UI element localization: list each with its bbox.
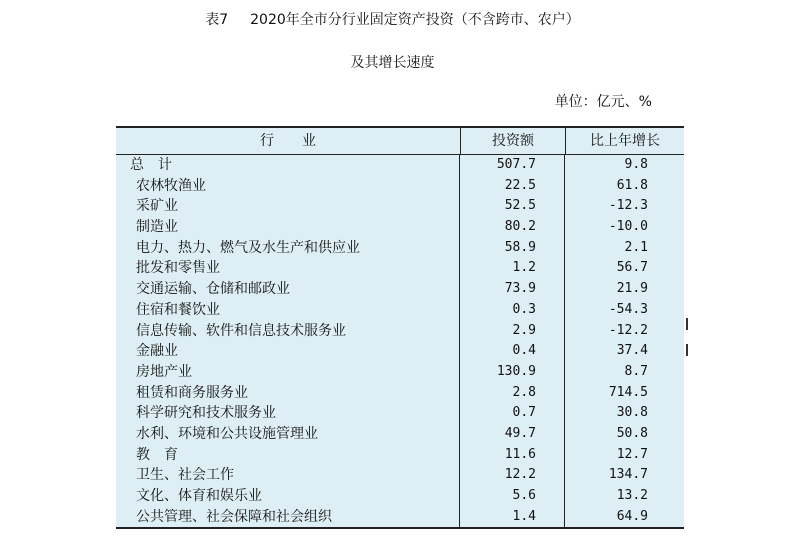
industry-cell: 住宿和餐饮业 [116,300,460,321]
growth-cell [565,424,683,445]
investment-value: 1.4 [512,508,536,524]
investment-value: 5.6 [512,488,536,503]
investment-cell [460,155,565,176]
growth-value: -12.3 [608,198,648,214]
industry-cell: 科学研究和技术服务业 [116,403,460,424]
industry-cell: 租赁和商务服务业 [116,383,460,404]
table-row [116,445,684,466]
investment-cell [460,258,565,279]
growth-cell [565,465,683,486]
investment-value: 58.9 [504,239,536,255]
investment-value: 73.9 [504,281,536,297]
table-row [116,279,684,300]
investment-cell [460,196,565,217]
growth-value: 30.8 [616,405,648,421]
investment-cell [460,341,565,362]
investment-cell [460,279,565,300]
investment-cell [460,465,565,486]
table-row [116,300,684,321]
header-growth: 比上年增长 [590,133,660,149]
industry-cell: 文化、体育和娱乐业 [116,486,460,507]
growth-cell [565,341,683,362]
table-row-total [116,155,684,176]
growth-value: 64.9 [616,508,648,524]
investment-cell [460,383,565,404]
growth-cell [565,486,683,507]
table-row [116,383,684,404]
investment-cell [460,321,565,342]
table-body [116,155,684,527]
growth-cell [565,258,683,279]
industry-cell: 房地产业 [116,362,460,383]
investment-cell [460,362,565,383]
industry-cell: 公共管理、社会保障和社会组织 [116,507,460,528]
investment-cell [460,300,565,321]
industry-cell: 批发和零售业 [116,258,460,279]
table-row [116,176,684,197]
industry-cell: 农林牧渔业 [116,176,460,197]
industry-cell: 交通运输、仓储和邮政业 [116,279,460,300]
growth-value: 8.7 [624,363,648,379]
growth-cell [565,300,683,321]
table-row [116,217,684,238]
table-subtitle: 及其增长速度 [350,55,435,71]
growth-cell [565,321,683,342]
industry-cell: 教 育 [116,445,460,466]
industry-cell: 金融业 [116,341,460,362]
growth-value: 9.8 [624,157,648,172]
growth-value: 134.7 [608,467,648,483]
investment-cell [460,507,565,528]
industry-cell: 采矿业 [116,196,460,217]
investment-cell [460,445,565,466]
investment-cell [460,403,565,424]
table-number: 表7 [205,12,229,28]
growth-value: -54.3 [608,301,648,317]
investment-cell [460,176,565,197]
table-row [116,321,684,342]
header-investment: 投资额 [461,128,566,154]
table-header-row [116,128,684,155]
growth-value: 13.2 [616,488,648,503]
industry-cell: 制造业 [116,217,460,238]
investment-value: 2.8 [512,384,536,400]
investment-value: 12.2 [504,467,536,483]
table-row [116,465,684,486]
growth-value: 21.9 [616,281,648,297]
investment-value: 130.9 [496,363,536,379]
growth-cell [565,155,683,176]
table-row [116,507,684,528]
investment-value: 0.7 [512,405,536,421]
growth-cell [565,176,683,197]
growth-value: 50.8 [616,425,648,441]
investment-value: 11.6 [504,446,536,462]
growth-cell [565,403,683,424]
growth-cell [565,507,683,528]
table-row [116,362,684,383]
investment-cell [460,238,565,259]
edge-mark [686,344,688,356]
industry-cell: 卫生、社会工作 [116,465,460,486]
investment-value: 0.3 [512,301,536,317]
growth-value: 2.1 [624,239,648,255]
growth-value: -10.0 [608,219,648,235]
investment-value: 0.4 [512,343,536,359]
table-row [116,486,684,507]
investment-value: 1.2 [512,260,536,276]
industry-cell: 信息传输、软件和信息技术服务业 [116,321,460,342]
growth-cell [565,238,683,259]
investment-value: 80.2 [504,219,536,235]
growth-value: 61.8 [616,177,648,193]
industry-cell: 水利、环境和公共设施管理业 [116,424,460,445]
growth-value: -12.2 [608,322,648,338]
investment-cell [460,217,565,238]
investment-value: 52.5 [504,198,536,214]
investment-cell [460,424,565,445]
growth-value: 12.7 [616,446,648,462]
industry-cell: 电力、热力、燃气及水生产和供应业 [116,238,460,259]
industry-cell: 总 计 [116,155,460,176]
unit-label: 单位：亿元、% [554,94,652,110]
header-industry: 行 业 [116,128,461,154]
growth-value: 56.7 [616,260,648,276]
growth-value: 37.4 [616,343,648,359]
table-row [116,196,684,217]
growth-cell [565,196,683,217]
growth-cell [565,445,683,466]
table-row [116,238,684,259]
investment-table [116,126,684,529]
investment-value: 2.9 [512,322,536,338]
table-row [116,424,684,445]
table-title [0,9,785,29]
growth-value: 714.5 [608,384,648,400]
growth-cell [565,279,683,300]
investment-cell [460,486,565,507]
growth-cell [565,217,683,238]
table-title-text: 2020年全市分行业固定资产投资（不含跨市、农户） [250,12,580,28]
edge-mark [686,318,688,330]
table-row [116,341,684,362]
investment-value: 22.5 [504,177,536,193]
investment-value: 507.7 [496,157,536,172]
table-row [116,403,684,424]
table-row [116,258,684,279]
investment-value: 49.7 [504,425,536,441]
growth-cell [565,362,683,383]
growth-cell [565,383,683,404]
